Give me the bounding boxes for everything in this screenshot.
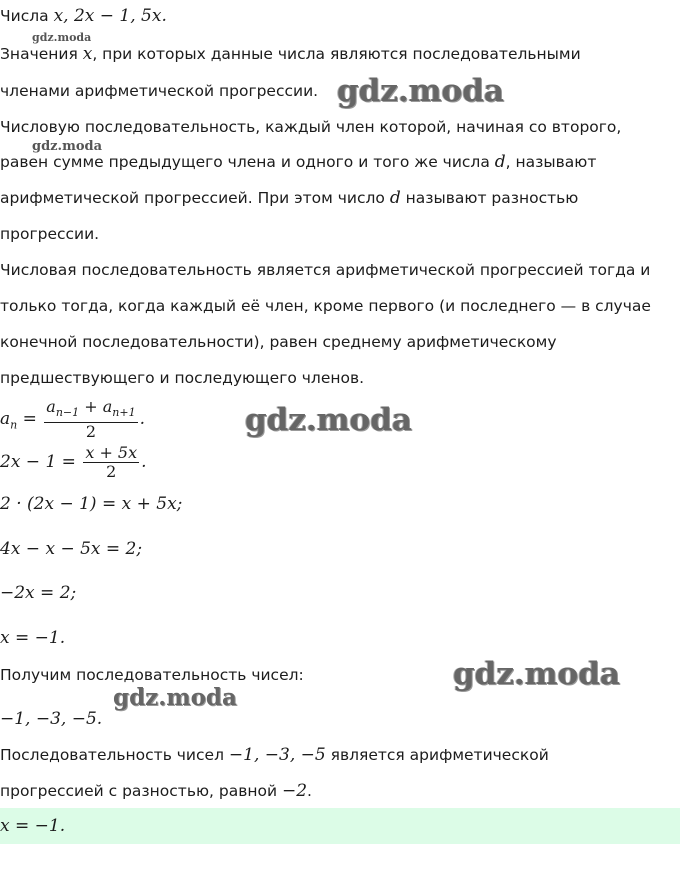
watermark: gdz.moda — [32, 31, 92, 44]
math-expression: n — [10, 418, 18, 432]
line-text: прогрессией с разностью, равной — [0, 782, 282, 800]
text-line-2 — [0, 44, 581, 64]
math-expression: a — [46, 397, 56, 416]
math-expression: a — [102, 397, 113, 416]
text-line-14 — [0, 745, 549, 765]
math-expression: . — [141, 452, 147, 472]
watermark: gdz.moda — [245, 402, 412, 438]
sequence-values: −1, −3, −5. — [0, 709, 103, 729]
math-expression: 2 — [83, 462, 139, 481]
math-expression — [0, 409, 43, 432]
text-line-4: Числовую последовательность, каждый член которой, начиная со второго, — [0, 118, 622, 136]
math-expression: 2 — [44, 422, 137, 441]
text-line-9: только тогда, когда каждый её член, кроме первого (и последнего — в случае — [0, 297, 651, 315]
line-text: Значения — [0, 45, 83, 63]
answer-box — [0, 808, 680, 844]
math-expression: . — [139, 409, 145, 430]
text-line-10: конечной последовательности), равен среднему арифметическому — [0, 333, 557, 351]
text-line-6 — [0, 188, 578, 208]
formula-step-5: −2x = 2; — [0, 583, 77, 603]
text-line-5 — [0, 152, 596, 172]
line-text: арифметической прогрессией. При этом число — [0, 189, 390, 207]
math-expression: n+1 — [112, 406, 136, 420]
text-line-8: Числовая последовательность является арифметической прогрессией тогда и — [0, 261, 651, 279]
line-text: является арифметической — [325, 746, 549, 764]
math-expression: −2 — [281, 781, 308, 801]
text-line-1 — [0, 6, 167, 26]
formula-average — [0, 398, 145, 444]
math-expression: n−1 — [55, 406, 80, 420]
math-expression: x, 2x − 1, 5x. — [53, 6, 167, 26]
formula-step-3: 2 · (2x − 1) = x + 5x; — [0, 494, 183, 514]
math-expression: 2x − 1 = — [0, 452, 82, 472]
math-expression: d — [389, 188, 401, 208]
formula-step-4: 4x − x − 5x = 2; — [0, 539, 143, 559]
watermark: gdz.moda — [337, 73, 504, 109]
line-text: . — [307, 782, 312, 800]
math-expression: = — [17, 409, 43, 430]
fraction — [44, 398, 137, 441]
line-text: Последовательность чисел — [0, 746, 229, 764]
text-line-15 — [0, 781, 312, 801]
line-text: называют разностью — [400, 189, 579, 207]
math-expression: d — [494, 152, 506, 172]
fraction — [83, 444, 139, 481]
line-text: , при которых данные числа являются последовательными — [92, 45, 581, 63]
text-line-12: Получим последовательность чисел: — [0, 666, 304, 684]
watermark: gdz.moda — [32, 139, 103, 154]
math-expression: x + 5x — [85, 443, 138, 462]
math-expression: a — [0, 409, 11, 430]
text-line-7: прогрессии. — [0, 225, 100, 243]
formula-step-6: x = −1. — [0, 628, 66, 648]
line-text: равен сумме предыдущего члена и одного и того же числа — [0, 153, 495, 171]
watermark: gdz.moda — [453, 656, 620, 692]
answer-value: x = −1. — [0, 816, 66, 836]
math-expression: x — [82, 44, 93, 64]
math-expression: −1, −3, −5 — [228, 745, 326, 765]
math-expression — [44, 398, 137, 422]
formula-substitution — [0, 443, 147, 481]
text-line-3: членами арифметической прогрессии. — [0, 82, 319, 100]
line-text: Числа — [0, 7, 54, 25]
text-line-11: предшествующего и последующего членов. — [0, 369, 365, 387]
math-expression: + — [79, 397, 103, 416]
watermark: gdz.moda — [113, 684, 237, 711]
line-text: , называют — [505, 153, 597, 171]
